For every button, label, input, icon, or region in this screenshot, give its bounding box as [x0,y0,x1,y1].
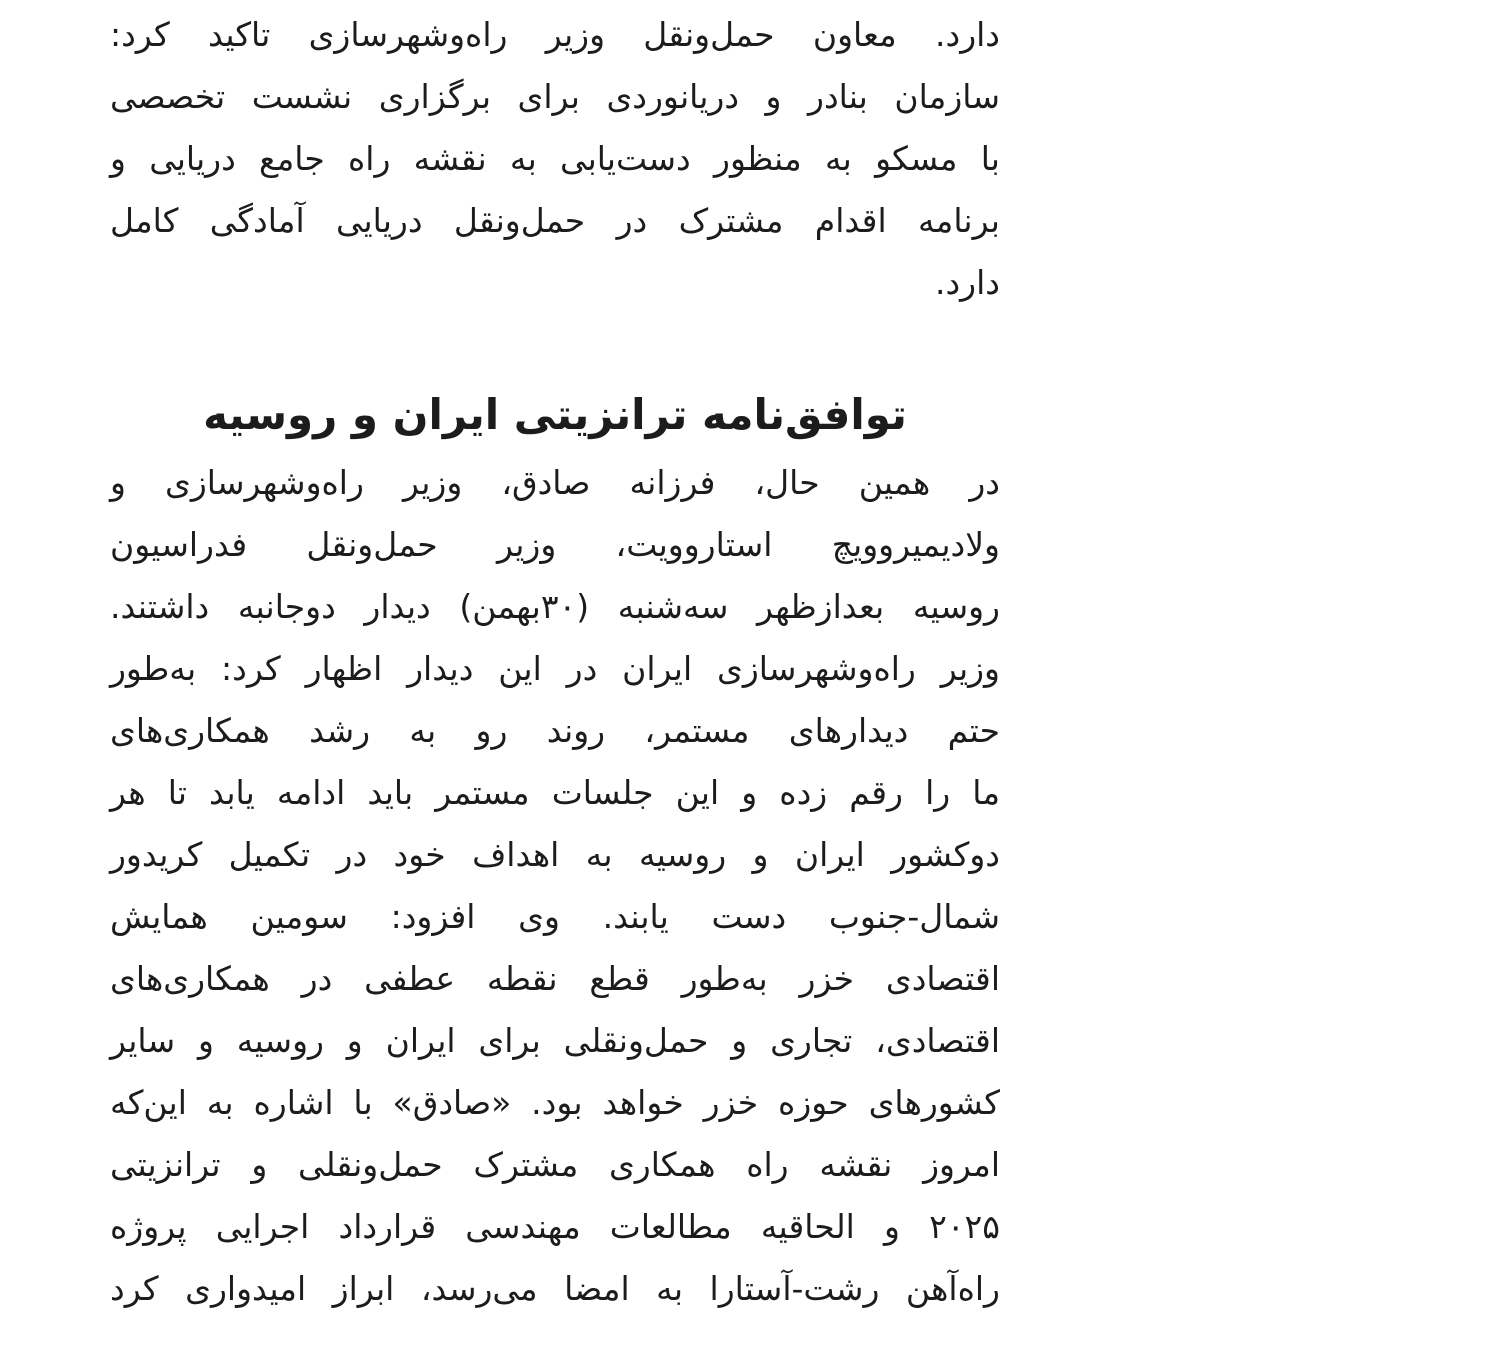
text-line: شمال-جنوب دست یابند. وی افزود: سومین همایش [110,897,1000,936]
text-line: اقتصادی خزر به‌طور قطع نقطه عطفی در همکاری‌های [110,959,1000,998]
text-line: وزیر راه‌وشهرسازی ایران در این دیدار اظهار کرد: به‌طور [110,649,1000,688]
text-line: ۲۰۲۵ و الحاقیه مطالعات مهندسی قرارداد اجرایی پروژه [110,1207,1000,1246]
text-line: روسیه بعدازظهر سه‌شنبه (۳۰بهمن) دیدار دوجانبه داشتند. [110,587,1000,626]
text-line: با مسکو به منظور دست‌یابی به نقشه راه جامع دریایی و [110,139,1000,178]
text-line: اقتصادی، تجاری و حمل‌ونقلی برای ایران و روسیه و سایر [110,1021,1000,1060]
text-line: ما را رقم زده و این جلسات مستمر باید ادامه یابد تا هر [110,773,1000,812]
text-line: راه‌آهن رشت-آستارا به امضا می‌رسد، ابراز امیدواری کرد [110,1269,1000,1308]
text-line: حتم دیدارهای مستمر، روند رو به رشد همکاری‌های [110,711,1000,750]
text-line: دارد. معاون حمل‌ونقل وزیر راه‌وشهرسازی تاکید کرد: [110,15,1000,54]
text-line: دوکشور ایران و روسیه به اهداف خود در تکمیل کریدور [110,835,1000,874]
text-line: سازمان بنادر و دریانوردی برای برگزاری نشست تخصصی [110,77,1000,116]
text-line: دارد. [935,263,1000,302]
text-line: ولادیمیروویچ استاروویت، وزیر حمل‌ونقل فدراسیون [110,525,1000,564]
text-line: برنامه اقدام مشترک در حمل‌ونقل دریایی آمادگی کامل [110,201,1000,240]
section-heading: توافق‌نامه ترانزیتی ایران و روسیه [203,390,907,439]
text-line: کشورهای حوزه خزر خواهد بود. «صادق» با اشاره به این‌که [110,1083,1000,1122]
text-line: امروز نقشه راه همکاری مشترک حمل‌ونقلی و ترانزیتی [110,1145,1000,1184]
text-line: در همین حال، فرزانه صادق، وزیر راه‌وشهرسازی و [110,463,1000,502]
